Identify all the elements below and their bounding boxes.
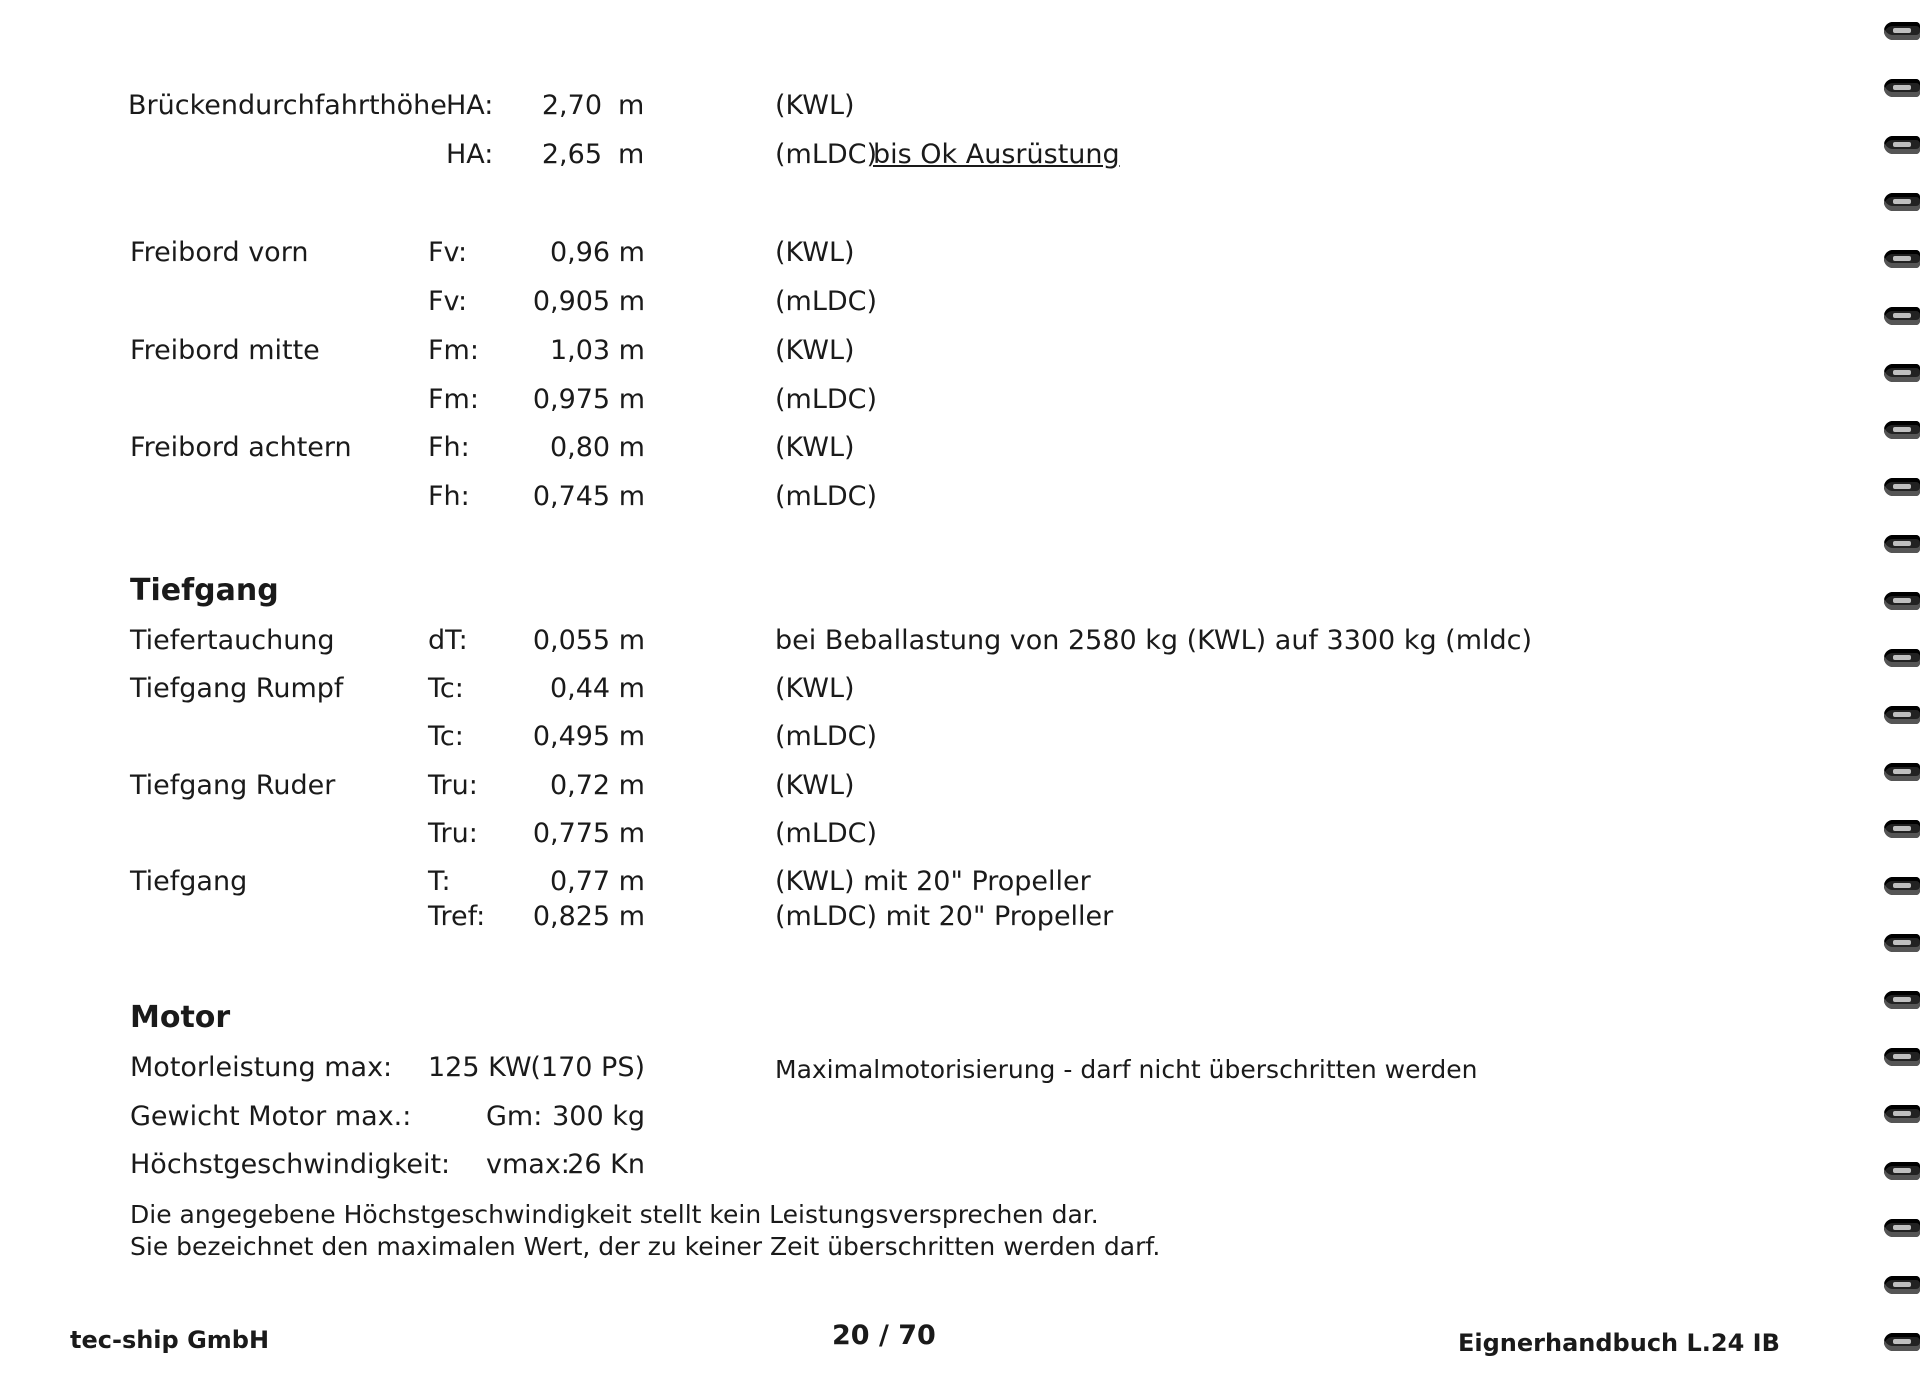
motor-weight-value: 300 kg	[552, 1101, 645, 1132]
draft-condition: (mLDC) mit 20" Propeller	[775, 901, 1114, 932]
binding-ring-icon	[1884, 1276, 1920, 1294]
draft-condition: (mLDC)	[775, 721, 878, 752]
binding-ring-icon	[1884, 763, 1920, 781]
motor-disclaimer-line-2: Sie bezeichnet den maximalen Wert, der zu keiner Zeit überschritten werden darf.	[130, 1232, 1161, 1261]
spiral-binding	[1876, 0, 1920, 1380]
draft-condition: (KWL)	[775, 770, 855, 801]
motor-power-ps: (170 PS)	[530, 1052, 645, 1083]
footer-manual-title: Eignerhandbuch L.24 IB	[1458, 1329, 1780, 1357]
binding-ring-icon	[1884, 1333, 1920, 1351]
freeboard-value: 0,745 m	[532, 481, 645, 512]
freeboard-symbol: Fm:	[428, 384, 479, 415]
freeboard-symbol: Fv:	[428, 237, 468, 268]
freeboard-condition: (mLDC)	[775, 384, 878, 415]
motor-speed-value: 26 Kn	[567, 1149, 645, 1180]
motor-heading: Motor	[130, 1000, 231, 1035]
bridge-value-1: 2,70	[541, 90, 602, 121]
draft-value: 0,72 m	[549, 770, 645, 801]
draft-symbol: Tru:	[428, 770, 478, 801]
freeboard-value: 0,975 m	[532, 384, 645, 415]
freeboard-condition: (mLDC)	[775, 286, 878, 317]
binding-ring-icon	[1884, 478, 1920, 496]
freeboard-symbol: Fh:	[428, 481, 470, 512]
draft-heading: Tiefgang	[130, 573, 279, 608]
footer-company: tec-ship GmbH	[70, 1326, 270, 1354]
freeboard-value: 0,80 m	[549, 432, 645, 463]
binding-ring-icon	[1884, 820, 1920, 838]
freeboard-value: 1,03 m	[549, 335, 645, 366]
binding-ring-icon	[1884, 79, 1920, 97]
freeboard-symbol: Fm:	[428, 335, 479, 366]
freeboard-label-front: Freibord vorn	[130, 237, 309, 268]
bridge-condition-2: (mLDC)	[775, 139, 878, 170]
bridge-extra-note: bis Ok Ausrüstung	[873, 139, 1120, 170]
motor-power-kw: 125 KW	[428, 1052, 532, 1083]
draft-symbol: Tc:	[428, 721, 464, 752]
binding-ring-icon	[1884, 991, 1920, 1009]
freeboard-condition: (KWL)	[775, 432, 855, 463]
draft-condition: (KWL) mit 20" Propeller	[775, 866, 1091, 897]
freeboard-value: 0,96 m	[549, 237, 645, 268]
draft-symbol: T:	[428, 866, 451, 897]
bridge-value-2: 2,65	[541, 139, 602, 170]
draft-value: 0,44 m	[549, 673, 645, 704]
motor-weight-symbol: Gm:	[486, 1101, 543, 1132]
draft-symbol: Tru:	[428, 818, 478, 849]
binding-ring-icon	[1884, 1048, 1920, 1066]
draft-label: Tiefgang Rumpf	[130, 673, 344, 704]
draft-value: 0,77 m	[549, 866, 645, 897]
motor-speed-symbol: vmax:	[486, 1149, 570, 1180]
freeboard-condition: (KWL)	[775, 335, 855, 366]
binding-ring-icon	[1884, 1219, 1920, 1237]
draft-label: Tiefgang Ruder	[130, 770, 336, 801]
motor-power-label: Motorleistung max:	[130, 1052, 393, 1083]
motor-power-note: Maximalmotorisierung - darf nicht überschritten werden	[775, 1055, 1478, 1084]
binding-ring-icon	[1884, 592, 1920, 610]
draft-value: 0,775 m	[532, 818, 645, 849]
binding-ring-icon	[1884, 649, 1920, 667]
binding-ring-icon	[1884, 934, 1920, 952]
freeboard-label-aft: Freibord achtern	[130, 432, 352, 463]
draft-value: 0,055 m	[532, 625, 645, 656]
binding-ring-icon	[1884, 1162, 1920, 1180]
binding-ring-icon	[1884, 307, 1920, 325]
binding-ring-icon	[1884, 22, 1920, 40]
binding-ring-icon	[1884, 193, 1920, 211]
draft-condition: (KWL)	[775, 673, 855, 704]
draft-condition: bei Beballastung von 2580 kg (KWL) auf 3300 kg (mldc)	[775, 625, 1533, 656]
bridge-clearance-label: Brückendurchfahrthöhe	[128, 90, 447, 121]
draft-symbol: Tref:	[428, 901, 486, 932]
motor-speed-label: Höchstgeschwindigkeit:	[130, 1149, 451, 1180]
bridge-unit-2: m	[618, 139, 645, 170]
draft-label: Tiefgang	[130, 866, 248, 897]
binding-ring-icon	[1884, 364, 1920, 382]
bridge-unit-1: m	[618, 90, 645, 121]
draft-value: 0,825 m	[532, 901, 645, 932]
freeboard-condition: (mLDC)	[775, 481, 878, 512]
motor-weight-label: Gewicht Motor max.:	[130, 1101, 412, 1132]
binding-ring-icon	[1884, 1105, 1920, 1123]
binding-ring-icon	[1884, 706, 1920, 724]
bridge-symbol-1: HA:	[446, 90, 494, 121]
footer-page-number: 20 / 70	[832, 1320, 936, 1351]
binding-ring-icon	[1884, 535, 1920, 553]
freeboard-symbol: Fh:	[428, 432, 470, 463]
draft-value: 0,495 m	[532, 721, 645, 752]
freeboard-symbol: Fv:	[428, 286, 468, 317]
binding-ring-icon	[1884, 877, 1920, 895]
draft-symbol: dT:	[428, 625, 468, 656]
draft-symbol: Tc:	[428, 673, 464, 704]
freeboard-label-middle: Freibord mitte	[130, 335, 320, 366]
draft-label: Tiefertauchung	[130, 625, 335, 656]
binding-ring-icon	[1884, 421, 1920, 439]
freeboard-value: 0,905 m	[532, 286, 645, 317]
draft-condition: (mLDC)	[775, 818, 878, 849]
binding-ring-icon	[1884, 250, 1920, 268]
bridge-condition-1: (KWL)	[775, 90, 855, 121]
freeboard-condition: (KWL)	[775, 237, 855, 268]
binding-ring-icon	[1884, 136, 1920, 154]
bridge-symbol-2: HA:	[446, 139, 494, 170]
motor-disclaimer-line-1: Die angegebene Höchstgeschwindigkeit stellt kein Leistungsversprechen dar.	[130, 1200, 1099, 1229]
